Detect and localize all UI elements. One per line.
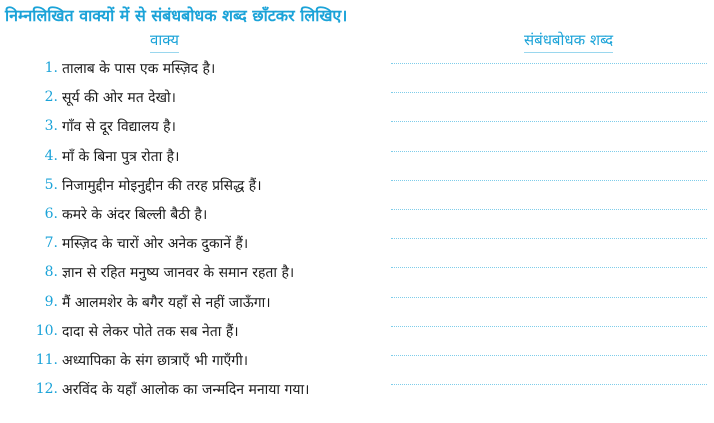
answer-column-header-label: संबंधबोधक शब्द bbox=[524, 31, 614, 49]
answer-line[interactable] bbox=[391, 63, 707, 64]
item-number: 3. bbox=[44, 118, 58, 135]
exercise-list bbox=[0, 56, 714, 406]
answer-line[interactable] bbox=[391, 92, 707, 93]
sentence-header-underline bbox=[150, 52, 179, 53]
sentence-column-header bbox=[150, 30, 179, 50]
exercise-item bbox=[0, 114, 714, 143]
item-sentence: दादा से लेकर पोते तक सब नेता हैं। bbox=[62, 323, 239, 340]
answer-line[interactable] bbox=[391, 267, 707, 268]
item-number: 7. bbox=[44, 235, 58, 252]
exercise-item bbox=[0, 144, 714, 173]
item-sentence: ज्ञान से रहित मनुष्य जानवर के समान रहता है। bbox=[62, 265, 295, 282]
answer-line[interactable] bbox=[391, 180, 707, 181]
answer-column-header bbox=[524, 30, 613, 50]
exercise-item bbox=[0, 348, 714, 377]
item-number: 6. bbox=[44, 205, 58, 222]
answer-header-underline bbox=[524, 52, 613, 53]
item-number: 2. bbox=[44, 89, 58, 106]
answer-line[interactable] bbox=[391, 151, 707, 152]
answer-line[interactable] bbox=[391, 209, 707, 210]
item-sentence: माँ के बिना पुत्र रोता है। bbox=[62, 148, 180, 165]
exercise-item bbox=[0, 319, 714, 348]
exercise-item bbox=[0, 85, 714, 114]
item-sentence: गाँव से दूर विद्यालय है। bbox=[62, 119, 176, 136]
item-sentence: निजामुद्दीन मोइनुद्दीन की तरह प्रसिद्ध हैं। bbox=[62, 177, 262, 194]
exercise-item bbox=[0, 290, 714, 319]
answer-line[interactable] bbox=[391, 384, 707, 385]
item-sentence: सूर्य की ओर मत देखो। bbox=[62, 90, 176, 107]
item-sentence: अध्यापिका के संग छात्राएँ भी गाएँगी। bbox=[62, 352, 249, 369]
item-number: 5. bbox=[44, 176, 58, 193]
item-sentence: अरविंद के यहाँ आलोक का जन्मदिन मनाया गया। bbox=[62, 382, 310, 399]
answer-line[interactable] bbox=[391, 297, 707, 298]
item-sentence: मैं आलमशेर के बगैर यहाँ से नहीं जाऊँगा। bbox=[62, 294, 271, 311]
item-number: 10. bbox=[35, 322, 58, 339]
sentence-column-header-label: वाक्य bbox=[150, 31, 179, 49]
answer-line[interactable] bbox=[391, 355, 707, 356]
item-number: 12. bbox=[35, 381, 58, 398]
item-number: 1. bbox=[44, 60, 58, 76]
exercise-instruction: निम्नलिखित वाक्यों में से संबंधबोधक शब्द छाँटकर लिखिए। bbox=[5, 6, 348, 25]
answer-line[interactable] bbox=[391, 326, 707, 327]
item-number: 8. bbox=[44, 264, 58, 281]
exercise-item bbox=[0, 56, 714, 85]
answer-line[interactable] bbox=[391, 238, 707, 239]
item-sentence: कमरे के अंदर बिल्ली बैठी है। bbox=[62, 206, 208, 223]
exercise-item bbox=[0, 377, 714, 406]
item-number: 9. bbox=[44, 293, 58, 310]
exercise-item bbox=[0, 202, 714, 231]
item-number: 11. bbox=[35, 351, 58, 368]
exercise-item bbox=[0, 231, 714, 260]
item-sentence: मस्ज़िद के चारों ओर अनेक दुकानें हैं। bbox=[62, 236, 249, 253]
answer-line[interactable] bbox=[391, 121, 707, 122]
item-sentence: तालाब के पास एक मस्ज़िद है। bbox=[62, 61, 216, 77]
exercise-item bbox=[0, 173, 714, 202]
exercise-item bbox=[0, 260, 714, 289]
item-number: 4. bbox=[44, 147, 58, 164]
